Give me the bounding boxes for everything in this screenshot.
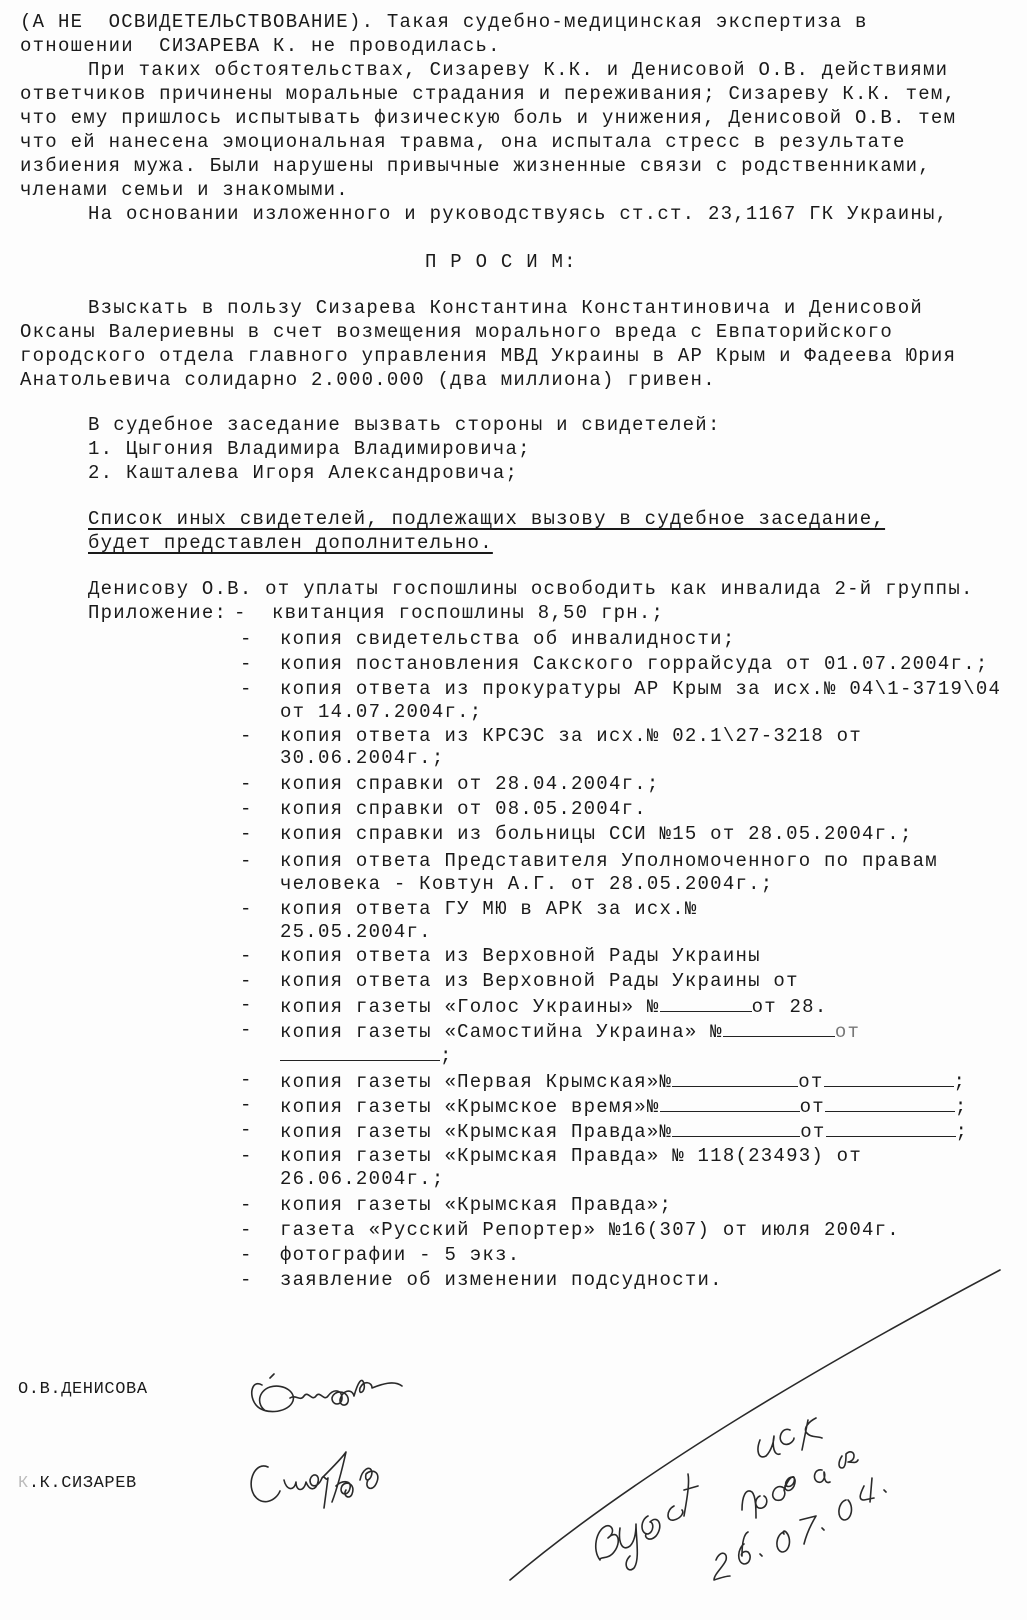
- attachment-item: копия ответа из Верховной Рады Украины от: [280, 970, 799, 992]
- bullet: -: [240, 653, 253, 675]
- text-line: что ей нанесена эмоциональная травма, она испытала стресс в результате: [20, 131, 906, 153]
- attachment-item: копия справки из больницы ССИ №15 от 28.05.2004г.;: [280, 823, 913, 845]
- signatory-name-text: .К.СИЗАРЕВ: [28, 1474, 137, 1493]
- attachment-item: копия постановления Сакского горрайсуда от 01.07.2004г.;: [280, 653, 989, 675]
- bullet: -: [240, 850, 253, 872]
- attachment-item: копия ответа Представителя Уполномоченного по правам: [280, 850, 938, 872]
- bullet: -: [240, 1194, 253, 1216]
- item-text: ;: [954, 1096, 968, 1118]
- bullet: -: [240, 1219, 253, 1241]
- signatory-name: О.В.ДЕНИСОВА: [18, 1380, 148, 1399]
- signature-sizarev: [251, 1452, 378, 1508]
- text-line: При таких обстоятельствах, Сизареву К.К. и Денисовой О.В. действиями: [88, 59, 949, 81]
- attachment-item: копия газеты «Крымская Правда»;: [280, 1194, 673, 1216]
- attachment-item-cont: 30.06.2004г.;: [280, 747, 445, 769]
- text-line: городского отдела главного управления МВД Украины в АР Крым и Фадеева Юрия: [20, 345, 957, 367]
- underlined-note: Список иных свидетелей, подлежащих вызову в судебное заседание,: [88, 508, 886, 530]
- attachment-item: копия ответа из прокуратуры АР Крым за исх.№ 04\1-3719\04: [280, 678, 1002, 700]
- underlined-note: будет представлен дополнительно.: [88, 532, 493, 554]
- text-line: избиения мужа. Были нарушены привычные жизненные связи с родственниками,: [20, 155, 931, 177]
- text-line: На основании изложенного и руководствуясь ст.ст. 23,1167 ГК Украины,: [88, 203, 949, 225]
- attachment-item-cont: от 14.07.2004г.;: [280, 701, 483, 723]
- witness-item: 2. Кашталева Игоря Александровича;: [88, 462, 519, 484]
- attachment-item: копия свидетельства об инвалидности;: [280, 628, 736, 650]
- text-line: (А НЕ ОСВИДЕТЕЛЬСТВОВАНИЕ). Такая судебно-медицинская экспертиза в: [20, 11, 868, 33]
- bullet: -: [240, 1269, 253, 1291]
- bullet: -: [240, 773, 253, 795]
- attachment-item: копия ответа из КРСЭС за исх.№ 02.1\27-3218 от: [280, 725, 862, 747]
- bullet: -: [240, 628, 253, 650]
- faint-initial: К: [18, 1474, 29, 1493]
- text-line: Оксаны Валериевны в счет возмещения морального вреда с Евпаторийского: [20, 321, 893, 343]
- attachment-item-cont: 25.05.2004г.: [280, 921, 432, 943]
- text-line: Анатольевича солидарно 2.000.000 (два миллиона) гривен.: [20, 369, 716, 391]
- section-heading: П Р О С И М:: [425, 251, 577, 273]
- text-line: Взыскать в пользу Сизарева Константина Константиновича и Денисовой: [88, 297, 924, 319]
- bullet: -: [240, 798, 253, 820]
- attachment-item: копия газеты «Крымская Правда» № 118(23493) от: [280, 1145, 862, 1167]
- diagonal-strike-line: [510, 1270, 1000, 1580]
- attachment-item: копия справки от 08.05.2004г.: [280, 798, 647, 820]
- item-text: от: [834, 1021, 861, 1043]
- bullet: -: [240, 1069, 253, 1091]
- item-text: копия газеты «Голос Украины» №: [280, 996, 660, 1018]
- text-line: Денисову О.В. от уплаты госпошлины освободить как инвалида 2-й группы.: [88, 578, 974, 600]
- attachment-item: копия ответа ГУ МЮ в АРК за исх.№: [280, 898, 698, 920]
- bullet: -: [240, 1019, 253, 1041]
- attachment-item: заявление об изменении подсудности.: [280, 1269, 723, 1291]
- item-text: от: [799, 1096, 825, 1118]
- attachment-item: квитанция госпошлины 8,50 грн.;: [272, 602, 665, 624]
- text-line: В судебное заседание вызвать стороны и свидетелей:: [88, 414, 721, 436]
- bullet: -: [240, 994, 253, 1016]
- witness-item: 1. Цыгония Владимира Владимировича;: [88, 438, 531, 460]
- item-text: копия газеты «Первая Крымская»№: [280, 1071, 673, 1093]
- item-text: от 28.: [751, 996, 828, 1018]
- text-line: членами семьи и знакомыми.: [20, 179, 349, 201]
- bullet: -: [240, 678, 253, 700]
- bullet: -: [240, 725, 253, 747]
- bullet: -: [240, 1119, 253, 1141]
- bullet: -: [240, 970, 253, 992]
- item-text: ;: [955, 1121, 969, 1143]
- attachment-item: копия ответа из Верховной Рады Украины: [280, 945, 761, 967]
- attachment-item-cont: 26.06.2004г.;: [280, 1168, 445, 1190]
- attachment-item: газета «Русский Репортер» №16(307) от июля 2004г.: [280, 1219, 900, 1241]
- attachments-label: Приложение:: [88, 602, 228, 624]
- item-text: копия газеты «Крымская Правда»№: [280, 1121, 673, 1143]
- item-text: от: [800, 1121, 826, 1143]
- item-text: копия газеты «Самостийна Украина» №: [280, 1021, 723, 1043]
- item-text: от: [798, 1071, 824, 1093]
- attachment-item: фотографии - 5 экз.: [280, 1244, 521, 1266]
- bullet: -: [240, 823, 253, 845]
- text-line: отношении СИЗАРЕВА К. не проводилась.: [20, 35, 501, 57]
- attachment-item-cont: человека - Ковтун А.Г. от 28.05.2004г.;: [280, 873, 774, 895]
- signature-denisova: [252, 1374, 402, 1412]
- attachment-item: копия справки от 28.04.2004г.;: [280, 773, 660, 795]
- bullet: -: [240, 1145, 253, 1167]
- bullet: -: [234, 602, 247, 624]
- bullet: -: [240, 898, 253, 920]
- text-line: ответчиков причинены моральные страдания и переживания; Сизареву К.К. тем,: [20, 83, 957, 105]
- handwritten-note: [596, 1418, 886, 1580]
- bullet: -: [240, 1244, 253, 1266]
- item-text: ;: [953, 1071, 967, 1093]
- bullet: -: [240, 1094, 253, 1116]
- bullet: -: [240, 945, 253, 967]
- text-line: что ему пришлось испытывать физическую боль и унижения, Денисовой О.В. тем: [20, 107, 957, 129]
- item-text: копия газеты «Крымское время»№: [280, 1096, 660, 1118]
- item-text: ;: [440, 1045, 453, 1067]
